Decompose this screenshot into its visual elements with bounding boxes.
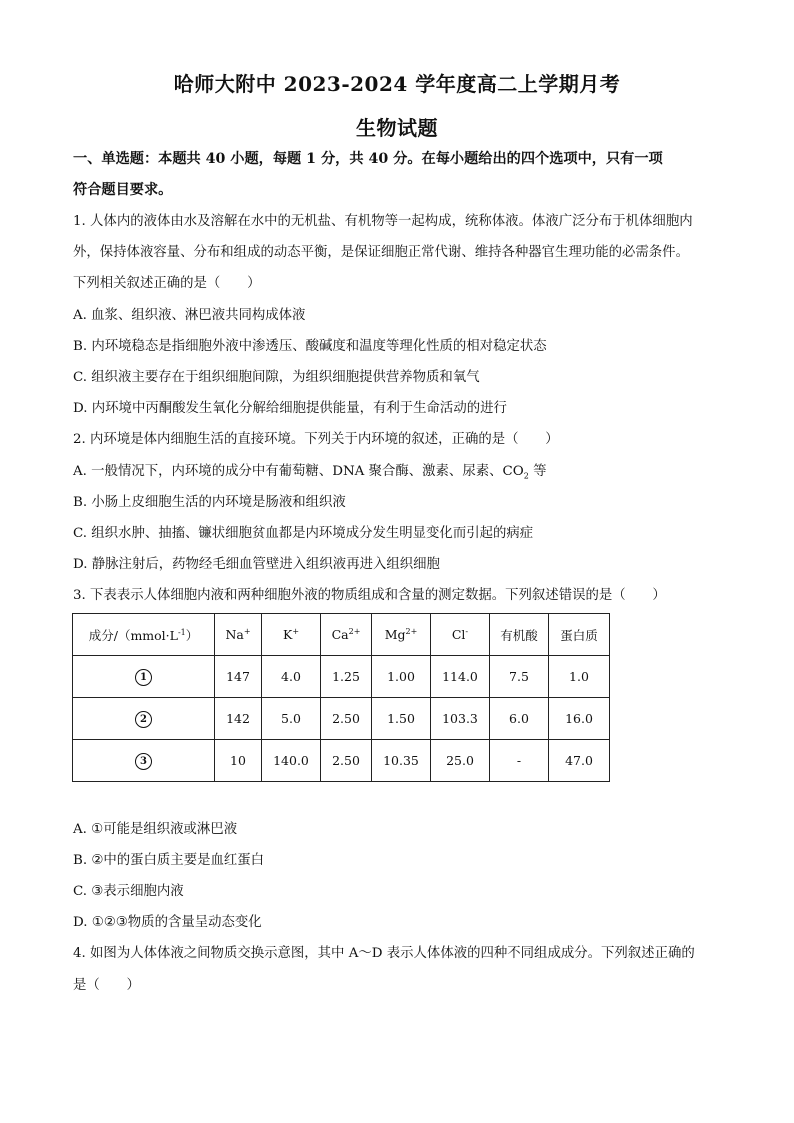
- q2-option-d: D. 静脉注射后，药物经毛细血管壁进入组织液再进入组织细胞: [73, 557, 440, 572]
- section-heading-line1: 一、单选题：本题共 40 小题，每题 1 分，共 40 分。在每小题给出的四个选项中，只有一项: [73, 151, 663, 167]
- col-header-sup: 2+: [405, 626, 418, 636]
- table-cell: 10.35: [372, 740, 431, 782]
- q3-option-c: C. ③表示细胞内液: [73, 884, 184, 899]
- col-header-base: Na: [225, 627, 244, 643]
- table-cell: 2.50: [321, 740, 372, 782]
- q1-stem-line1: 1. 人体内的液体由水及溶解在水中的无机盐、有机物等一起构成，统称体液。体液广泛分布于机体细胞内: [73, 214, 693, 229]
- col-header-sup: +: [243, 626, 251, 636]
- q2-option-c: C. 组织水肿、抽搐、镰状细胞贫血都是内环境成分发生明显变化而引起的病症: [73, 526, 534, 541]
- table-cell: 114.0: [431, 656, 490, 698]
- row-label: [73, 740, 215, 782]
- q2-stem: 2. 内环境是体内细胞生活的直接环境。下列关于内环境的叙述，正确的是（ ）: [73, 432, 559, 447]
- q3-option-a: A. ①可能是组织液或淋巴液: [73, 822, 238, 837]
- q1-stem-line2: 外，保持体液容量、分布和组成的动态平衡，是保证细胞正常代谢、维持各种器官生理功能的必需条件。: [73, 245, 689, 260]
- q2-option-a-tail: 等: [528, 464, 547, 479]
- composition-table: [72, 613, 610, 782]
- exam-title: 哈师大附中 2023-2024 学年度高二上学期月考: [173, 72, 621, 96]
- col-header-sup: +: [292, 626, 300, 636]
- table-cell: 10: [215, 740, 262, 782]
- q1-option-a: A. 血浆、组织液、淋巴液共同构成体液: [73, 308, 306, 323]
- col-header-base: 有机酸: [500, 627, 538, 643]
- table-cell: 6.0: [490, 698, 549, 740]
- table-cell: 7.5: [490, 656, 549, 698]
- q3-stem: 3. 下表表示人体细胞内液和两种细胞外液的物质组成和含量的测定数据。下列叙述错误的是（ ）: [73, 588, 666, 603]
- q2-option-a: [73, 463, 733, 486]
- q2-option-a-text: A. 一般情况下，内环境的成分中有葡萄糖、DNA 聚合酶、激素、尿素、CO: [73, 464, 524, 479]
- q4-stem-line1: 4. 如图为人体体液之间物质交换示意图，其中 A～D 表示人体体液的四种不同组成成分。下列叙述正确的: [73, 946, 695, 961]
- section-heading-line2: 符合题目要求。: [73, 182, 173, 198]
- circled-number: 1: [135, 669, 152, 686]
- table-cell: 5.0: [262, 698, 321, 740]
- q1-option-b: B. 内环境稳态是指细胞外液中渗透压、酸碱度和温度等理化性质的相对稳定状态: [73, 339, 547, 354]
- row-label: [73, 656, 215, 698]
- table-cell: 1.25: [321, 656, 372, 698]
- col-header: [262, 614, 321, 656]
- col-header-base: 蛋白质: [560, 627, 598, 643]
- header-label-close: ）: [185, 627, 199, 643]
- table-row: [73, 698, 610, 740]
- header-label-sup: -1: [177, 627, 186, 637]
- table-cell: 1.0: [549, 656, 610, 698]
- q2-option-a-subscript: 2: [523, 471, 529, 481]
- row-label: [73, 698, 215, 740]
- header-label-text: 成分/（mmol·L: [88, 627, 178, 643]
- q3-option-d: D. ①②③物质的含量呈动态变化: [73, 915, 262, 930]
- col-header: [431, 614, 490, 656]
- table-row: [73, 656, 610, 698]
- q2-option-b: B. 小肠上皮细胞生活的内环境是肠液和组织液: [73, 495, 346, 510]
- col-header-base: Cl: [451, 627, 466, 643]
- col-header: [215, 614, 262, 656]
- table-cell: 140.0: [262, 740, 321, 782]
- table-cell: 47.0: [549, 740, 610, 782]
- circled-number: 3: [135, 753, 152, 770]
- col-header-sup: -: [465, 626, 469, 636]
- table-cell: 103.3: [431, 698, 490, 740]
- col-header: [372, 614, 431, 656]
- col-header-base: Mg: [384, 627, 406, 643]
- col-header-base: Ca: [331, 627, 349, 643]
- col-header: [321, 614, 372, 656]
- q1-option-c: C. 组织液主要存在于组织细胞间隙，为组织细胞提供营养物质和氧气: [73, 370, 480, 385]
- table-cell: 16.0: [549, 698, 610, 740]
- circled-number: 2: [135, 711, 152, 728]
- table-cell: 147: [215, 656, 262, 698]
- table-cell: -: [490, 740, 549, 782]
- q1-stem-line3: 下列相关叙述正确的是（ ）: [73, 276, 261, 291]
- table-header-label: [73, 614, 215, 656]
- table-cell: 2.50: [321, 698, 372, 740]
- col-header-base: K: [282, 627, 293, 643]
- q1-option-d: D. 内环境中丙酮酸发生氧化分解给细胞提供能量，有利于生命活动的进行: [73, 401, 507, 416]
- table-header-row: [73, 614, 610, 656]
- col-header-sup: 2+: [348, 626, 361, 636]
- table-row: [73, 740, 610, 782]
- table-cell: 1.00: [372, 656, 431, 698]
- exam-subject: 生物试题: [356, 116, 438, 140]
- table-cell: 142: [215, 698, 262, 740]
- col-header: [549, 614, 610, 656]
- col-header: [490, 614, 549, 656]
- table-cell: 4.0: [262, 656, 321, 698]
- q4-stem-line2: 是（ ）: [73, 978, 140, 993]
- table-cell: 1.50: [372, 698, 431, 740]
- q3-option-b: B. ②中的蛋白质主要是血红蛋白: [73, 853, 265, 868]
- table-cell: 25.0: [431, 740, 490, 782]
